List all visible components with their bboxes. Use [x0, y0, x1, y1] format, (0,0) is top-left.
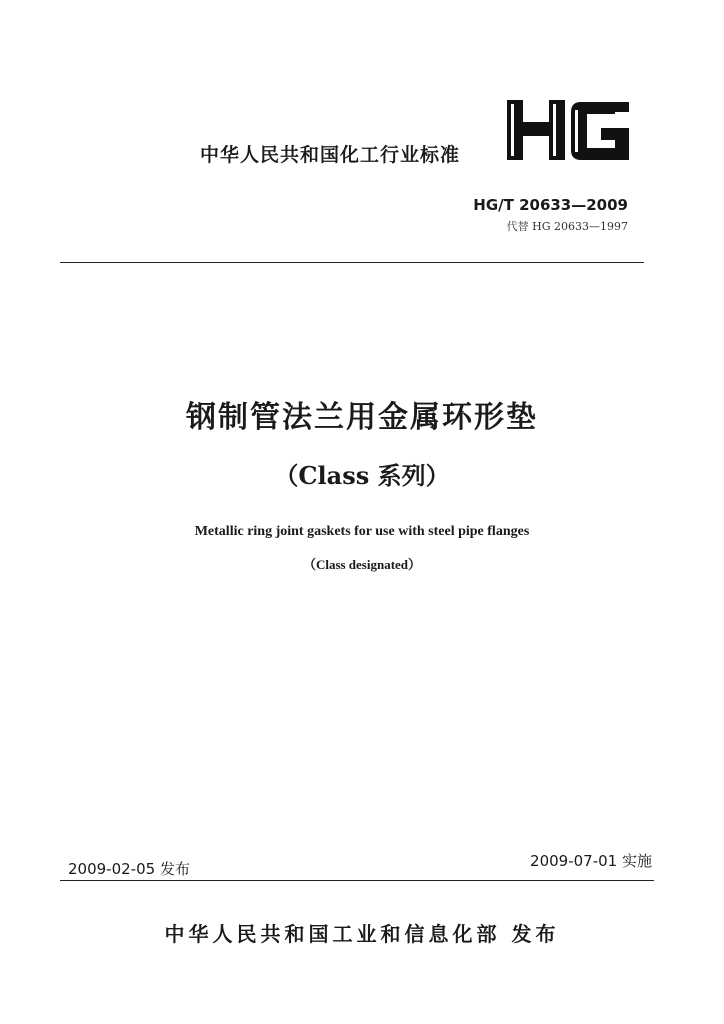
standard-body-header: 中华人民共和国化工行业标准 — [200, 144, 461, 166]
hg-logo — [505, 98, 635, 162]
standard-number: HG/T 20633—2009 — [473, 196, 628, 214]
implementation-date: 2009-07-01 实施 — [530, 852, 652, 870]
bottom-divider — [60, 880, 654, 881]
publisher: 中华人民共和国工业和信息化部 发布 — [164, 922, 560, 946]
top-divider — [60, 262, 644, 263]
document-subtitle-cn: （Class 系列） — [274, 461, 450, 490]
document-title-cn: 钢制管法兰用金属环形垫 — [186, 400, 538, 435]
issue-date: 2009-02-05 发布 — [68, 860, 190, 878]
document-subtitle-en: （Class designated） — [302, 557, 422, 572]
replaces-standard: 代替 HG 20633—1997 — [506, 220, 628, 233]
document-title-en: Metallic ring joint gaskets for use with steel pipe flanges — [194, 524, 530, 539]
